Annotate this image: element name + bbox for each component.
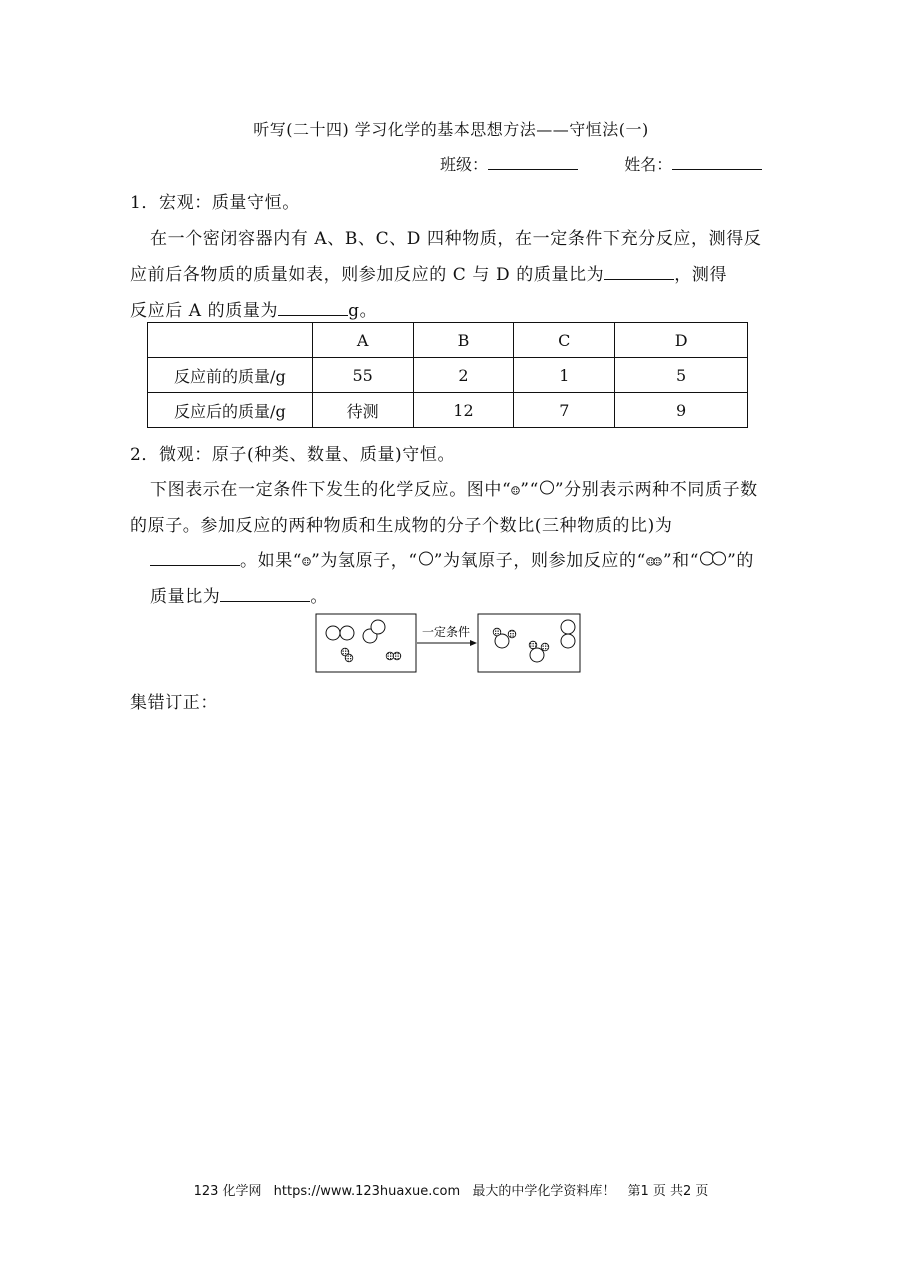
table-cell: 反应前的质量/g — [148, 358, 313, 393]
q2-line1-a: 下图表示在一定条件下发生的化学反应。图中“ — [150, 480, 512, 500]
q1-line3 — [130, 296, 377, 321]
reaction-arrow — [417, 624, 477, 646]
table-cell: B — [413, 323, 514, 358]
q2-line4 — [150, 582, 328, 607]
page-title: 听写(二十四) 学习化学的基本思想方法——守恒法(一) — [253, 120, 649, 139]
table-cell: 2 — [413, 358, 514, 393]
table-cell: 55 — [312, 358, 413, 393]
name-blank — [672, 153, 762, 170]
table-cell: 待测 — [312, 393, 413, 428]
arrow-condition-label: 一定条件 — [421, 625, 471, 639]
student-info — [440, 152, 762, 175]
hydrogen-molecule — [341, 648, 353, 662]
footer-site: 123 化学网 — [193, 1184, 262, 1199]
q2-heading: 2．微观：原子(种类、数量、质量)守恒。 — [130, 445, 456, 465]
q2-line1-c: ”分别表示两种不同质子数 — [554, 480, 758, 500]
q2-line3-a: 。如果“ — [240, 551, 303, 571]
answer-blank-mass-ratio — [220, 585, 310, 602]
table-cell: A — [312, 323, 413, 358]
mass-table — [147, 322, 748, 428]
q1-line2-tail: ，测得 — [674, 265, 728, 285]
table-cell: 5 — [615, 358, 748, 393]
table-cell: 9 — [615, 393, 748, 428]
table-cell: C — [514, 323, 615, 358]
name-label: 姓名： — [624, 155, 673, 174]
table-row — [148, 358, 748, 393]
q2-line3 — [150, 546, 754, 571]
q2-line2: 的原子。参加反应的两种物质和生成物的分子个数比(三种物质的比)为 — [130, 516, 673, 536]
answer-blank-ratio — [604, 263, 674, 280]
oxygen-atom-icon — [539, 479, 555, 495]
q2-line1 — [150, 475, 758, 500]
products-box — [478, 614, 580, 672]
q2-line1-b: ”“ — [520, 480, 539, 500]
q1-line2 — [130, 260, 727, 285]
q2-line4-tail: 。 — [310, 587, 329, 607]
class-blank — [488, 153, 578, 170]
correction-label: 集错订正： — [130, 693, 218, 713]
water-molecule — [493, 628, 516, 648]
footer-slogan: 最大的中学化学资料库！ — [472, 1184, 616, 1199]
reaction-diagram — [315, 613, 581, 673]
oxygen-atom-icon — [418, 550, 434, 566]
table-row — [148, 393, 748, 428]
q2-line3-e: ”的 — [727, 551, 754, 571]
table-cell: 反应后的质量/g — [148, 393, 313, 428]
q2-line3-b: ”为氢原子，“ — [311, 551, 418, 571]
hydrogen-atom-icon — [302, 557, 311, 566]
hydrogen-molecule-icon — [646, 557, 663, 566]
q2-line3-c: ”为氧原子，则参加反应的“ — [433, 551, 646, 571]
q1-line3-tail: g。 — [348, 301, 378, 321]
oxygen-molecule — [561, 620, 575, 648]
footer-page-number: 第1 页 共2 页 — [627, 1184, 709, 1199]
table-cell: 12 — [413, 393, 514, 428]
page-footer — [0, 1180, 902, 1199]
class-label: 班级： — [440, 155, 489, 174]
hydrogen-atom-icon — [511, 486, 520, 495]
q1-line1: 在一个密闭容器内有 A、B、C、D 四种物质，在一定条件下充分反应，测得反 — [150, 229, 762, 249]
q2-line4-text: 质量比为 — [150, 587, 221, 607]
table-header-row — [148, 323, 748, 358]
footer-url[interactable]: https://www.123huaxue.com — [273, 1184, 461, 1199]
table-cell — [148, 323, 313, 358]
q1-heading: 1．宏观：质量守恒。 — [130, 193, 300, 213]
oxygen-molecule-icon — [699, 550, 727, 566]
table-cell: 7 — [514, 393, 615, 428]
oxygen-molecule — [363, 620, 385, 643]
q2-line3-d: ”和“ — [662, 551, 700, 571]
answer-blank-mass — [278, 299, 348, 316]
answer-blank-molecule-ratio — [150, 549, 240, 566]
water-molecule — [529, 641, 549, 662]
table-cell: 1 — [514, 358, 615, 393]
hydrogen-molecule — [386, 652, 401, 660]
q1-line3-text: 反应后 A 的质量为 — [130, 301, 279, 321]
table-cell: D — [615, 323, 748, 358]
oxygen-molecule — [326, 626, 354, 640]
reactants-box — [316, 614, 416, 672]
q1-line2-text: 应前后各物质的质量如表，则参加反应的 C 与 D 的质量比为 — [130, 265, 605, 285]
